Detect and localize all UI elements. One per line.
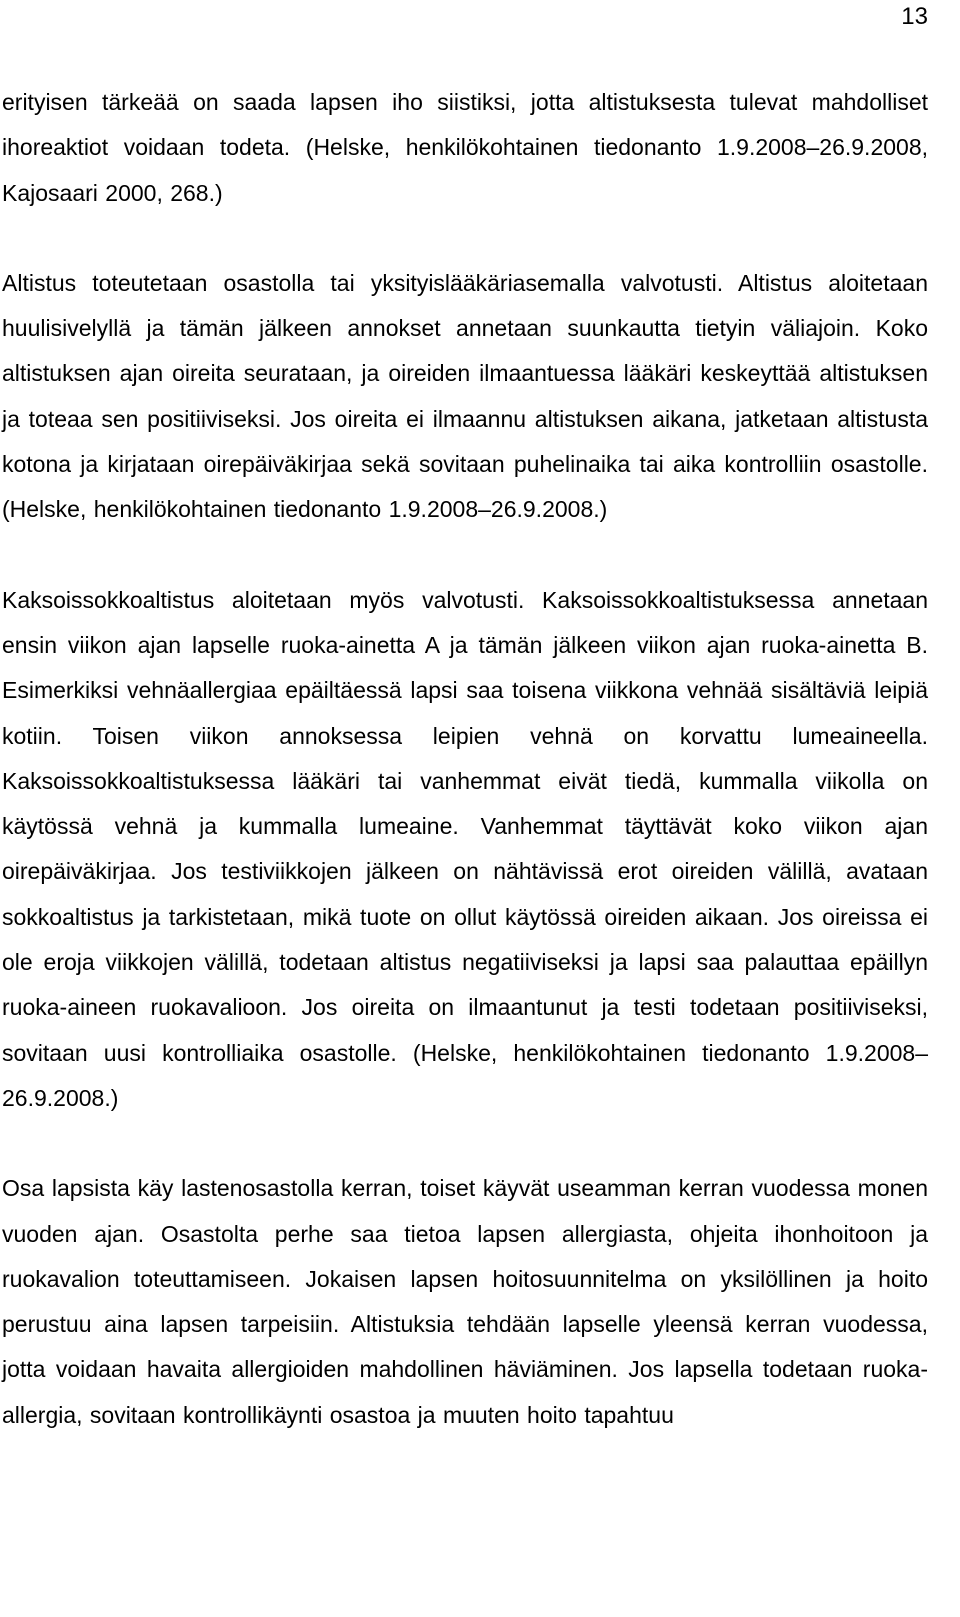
- paragraph-1: erityisen tärkeää on saada lapsen iho siistiksi, jotta altistuksesta tulevat mahdolliset ihoreaktiot voidaan todeta. (Helske, henkilökohtainen tiedonanto 1.9.2008–26.9.2008, Kajosaari 2000, 268.): [2, 89, 928, 206]
- paragraph-3: Kaksoissokkoaltistus aloitetaan myös valvotusti. Kaksoissokkoaltistuksessa annetaan ensin viikon ajan lapselle ruoka-ainetta A ja tämän jälkeen viikon ajan ruoka-ainetta B. Esimerkiksi vehnäallergiaa epäiltäessä lapsi saa toisena viikkona vehnää sisältäviä leipiä kotiin. Toisen viikon annoksessa leipien vehnä on korvattu lumeaineella. Kaksoissokkoaltistuksessa lääkäri tai vanhemmat eivät tiedä, kummalla viikolla on käytössä vehnä ja kummalla lumeaine. Vanhemmat täyttävät koko viikon ajan oirepäiväkirjaa. Jos testiviikkojen jälkeen on nähtävissä erot oireiden välillä, avataan sokkoaltistus ja tarkistetaan, mikä tuote on ollut käytössä oireiden aikaan. Jos oireissa ei ole eroja viikkojen välillä, todetaan altistus negatiiviseksi ja lapsi saa palauttaa epäillyn ruoka-aineen ruokavalioon. Jos oireita on ilmaantunut ja testi todetaan positiiviseksi, sovitaan uusi kontrolliaika osastolle. (Helske, henkilökohtainen tiedonanto 1.9.2008–26.9.2008.): [2, 586, 928, 1111]
- paragraph-2: Altistus toteutetaan osastolla tai yksityislääkäriasemalla valvotusti. Altistus aloitetaan huulisivelyllä ja tämän jälkeen annokset annetaan suunkautta tietyin väliajoin. Koko altistuksen ajan oireita seurataan, ja oireiden ilmaantuessa lääkäri keskeyttää altistuksen ja toteaa sen positiiviseksi. Jos oireita ei ilmaannu altistuksen aikana, jatketaan altistusta kotona ja kirjataan oirepäiväkirjaa sekä sovitaan puhelinaika tai aika kontrolliin osastolle. (Helske, henkilökohtainen tiedonanto 1.9.2008–26.9.2008.): [2, 269, 928, 523]
- page-number: 13: [901, 3, 928, 30]
- paragraph-4: Osa lapsista käy lastenosastolla kerran, toiset käyvät useamman kerran vuodessa monen vuoden ajan. Osastolta perhe saa tietoa lapsen allergiasta, ohjeita ihonhoitoon ja ruokavalion toteuttamiseen. Jokaisen lapsen hoitosuunnitelma on yksilöllinen ja hoito perustuu aina lapsen tarpeisiin. Altistuksia tehdään lapselle yleensä kerran vuodessa, jotta voidaan havaita allergioiden mahdollinen häviäminen. Jos lapsella todetaan ruoka-allergia, sovitaan kontrollikäynti osastoa ja muuten hoito tapahtuu: [2, 1175, 928, 1428]
- document-body: [2, 80, 928, 1438]
